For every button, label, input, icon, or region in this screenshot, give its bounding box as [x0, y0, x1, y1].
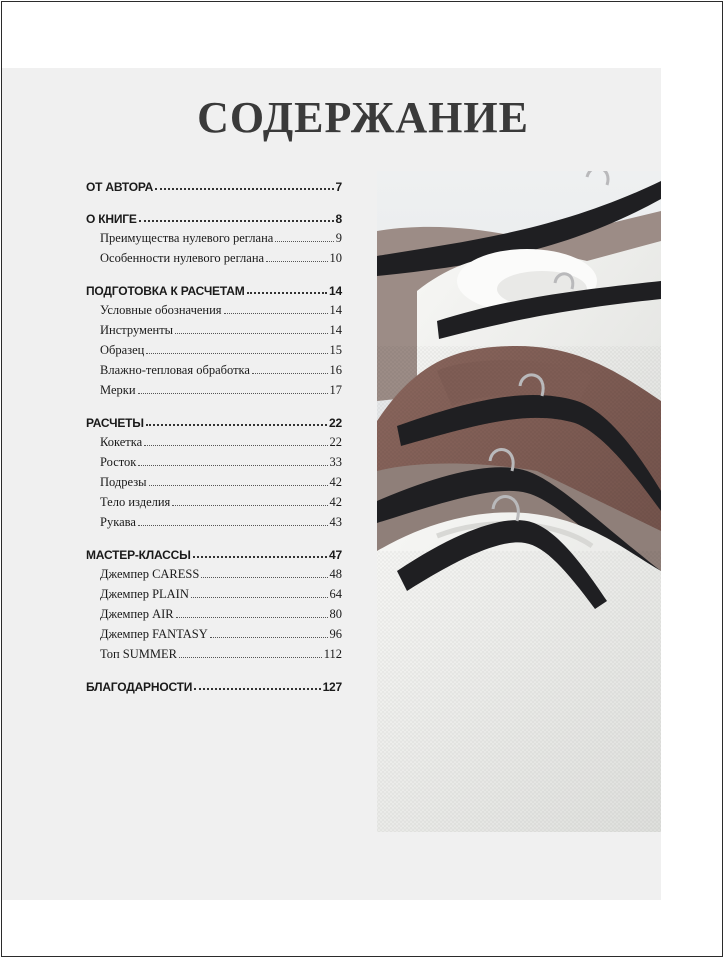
table-of-contents — [86, 174, 342, 706]
toc-label: МАСТЕР-КЛАССЫ — [86, 548, 191, 562]
toc-section — [86, 674, 342, 694]
toc-label: РАСЧЕТЫ — [86, 416, 144, 430]
toc-subentry[interactable] — [86, 470, 342, 490]
toc-page-number: 14 — [329, 284, 342, 298]
toc-subentry[interactable] — [86, 378, 342, 398]
toc-page-number: 8 — [335, 212, 342, 226]
toc-page-number: 42 — [329, 475, 342, 489]
toc-page-number: 16 — [329, 363, 342, 377]
toc-section-entry[interactable] — [86, 542, 342, 562]
dot-leader — [172, 504, 327, 506]
toc-section — [86, 174, 342, 194]
toc-label: Джемпер FANTASY — [100, 627, 208, 641]
dot-leader — [247, 291, 328, 294]
toc-subentry[interactable] — [86, 602, 342, 622]
dot-leader — [175, 332, 327, 334]
dot-leader — [201, 576, 327, 578]
toc-page-number: 43 — [329, 515, 342, 529]
dot-leader — [194, 687, 320, 690]
toc-page-number: 112 — [323, 647, 342, 661]
toc-label: Кокетка — [100, 435, 143, 449]
dot-leader — [138, 524, 328, 526]
toc-label: Джемпер AIR — [100, 607, 174, 621]
toc-page-number: 96 — [329, 627, 342, 641]
toc-section — [86, 206, 342, 266]
photo-illustration — [377, 171, 661, 832]
toc-label: ОТ АВТОРА — [86, 180, 154, 194]
toc-label: Подрезы — [100, 475, 147, 489]
dot-leader — [146, 423, 327, 426]
toc-section-entry[interactable] — [86, 278, 342, 298]
toc-subentry[interactable] — [86, 450, 342, 470]
toc-label: О КНИГЕ — [86, 212, 137, 226]
toc-subentry[interactable] — [86, 582, 342, 602]
toc-label: Топ SUMMER — [100, 647, 177, 661]
toc-label: Мерки — [100, 383, 136, 397]
toc-section-entry[interactable] — [86, 674, 342, 694]
sweaters-on-hangers-photo — [377, 171, 661, 832]
toc-subentry[interactable] — [86, 338, 342, 358]
dot-leader — [139, 219, 334, 222]
dot-leader — [210, 636, 328, 638]
toc-page-number: 22 — [329, 416, 342, 430]
toc-label: Рукава — [100, 515, 136, 529]
toc-subentry[interactable] — [86, 430, 342, 450]
toc-subentry[interactable] — [86, 318, 342, 338]
toc-label: Инструменты — [100, 323, 174, 337]
dot-leader — [193, 555, 327, 558]
toc-page-number: 80 — [329, 607, 342, 621]
dot-leader — [144, 444, 327, 446]
dot-leader — [179, 656, 322, 658]
dot-leader — [146, 352, 327, 354]
toc-page-number: 47 — [329, 548, 342, 562]
toc-section — [86, 542, 342, 662]
toc-label: ПОДГОТОВКА К РАСЧЕТАМ — [86, 284, 245, 298]
toc-page-number: 15 — [329, 343, 342, 357]
toc-label: БЛАГОДАРНОСТИ — [86, 680, 193, 694]
toc-label: Джемпер CARESS — [100, 567, 200, 581]
toc-subentry[interactable] — [86, 562, 342, 582]
toc-subentry[interactable] — [86, 622, 342, 642]
toc-subentry[interactable] — [86, 246, 342, 266]
toc-label: Росток — [100, 455, 137, 469]
toc-section-entry[interactable] — [86, 206, 342, 226]
toc-page-number: 127 — [322, 680, 342, 694]
toc-section-entry[interactable] — [86, 174, 342, 194]
dot-leader — [224, 312, 328, 314]
toc-label: Тело изделия — [100, 495, 171, 509]
toc-page-number: 42 — [329, 495, 342, 509]
toc-page-number: 9 — [335, 231, 342, 245]
toc-page-number: 48 — [329, 567, 342, 581]
dot-leader — [252, 372, 328, 374]
dot-leader — [138, 464, 327, 466]
toc-section — [86, 410, 342, 530]
toc-page-number: 64 — [329, 587, 342, 601]
toc-page-number: 14 — [329, 303, 342, 317]
toc-subentry[interactable] — [86, 510, 342, 530]
dot-leader — [149, 484, 328, 486]
toc-subentry[interactable] — [86, 642, 342, 662]
toc-page-number: 22 — [329, 435, 342, 449]
toc-label: Преимущества нулевого реглана — [100, 231, 274, 245]
toc-subentry[interactable] — [86, 358, 342, 378]
toc-label: Особенности нулевого реглана — [100, 251, 265, 265]
page-title: СОДЕРЖАНИЕ — [197, 93, 529, 142]
dot-leader — [275, 240, 333, 242]
toc-subentry[interactable] — [86, 298, 342, 318]
toc-label: Джемпер PLAIN — [100, 587, 189, 601]
toc-section — [86, 278, 342, 398]
dot-leader — [266, 260, 327, 262]
toc-page-number: 33 — [329, 455, 342, 469]
toc-label: Условные обозначения — [100, 303, 222, 317]
dot-leader — [191, 596, 328, 598]
dot-leader — [155, 187, 333, 190]
dot-leader — [138, 392, 328, 394]
toc-section-entry[interactable] — [86, 410, 342, 430]
toc-subentry[interactable] — [86, 226, 342, 246]
toc-page-number: 17 — [329, 383, 342, 397]
toc-page-number: 14 — [329, 323, 342, 337]
toc-subentry[interactable] — [86, 490, 342, 510]
dot-leader — [176, 616, 328, 618]
toc-label: Влажно-тепловая обработка — [100, 363, 250, 377]
toc-label: Образец — [100, 343, 145, 357]
toc-page-number: 10 — [329, 251, 342, 265]
toc-page-number: 7 — [335, 180, 342, 194]
